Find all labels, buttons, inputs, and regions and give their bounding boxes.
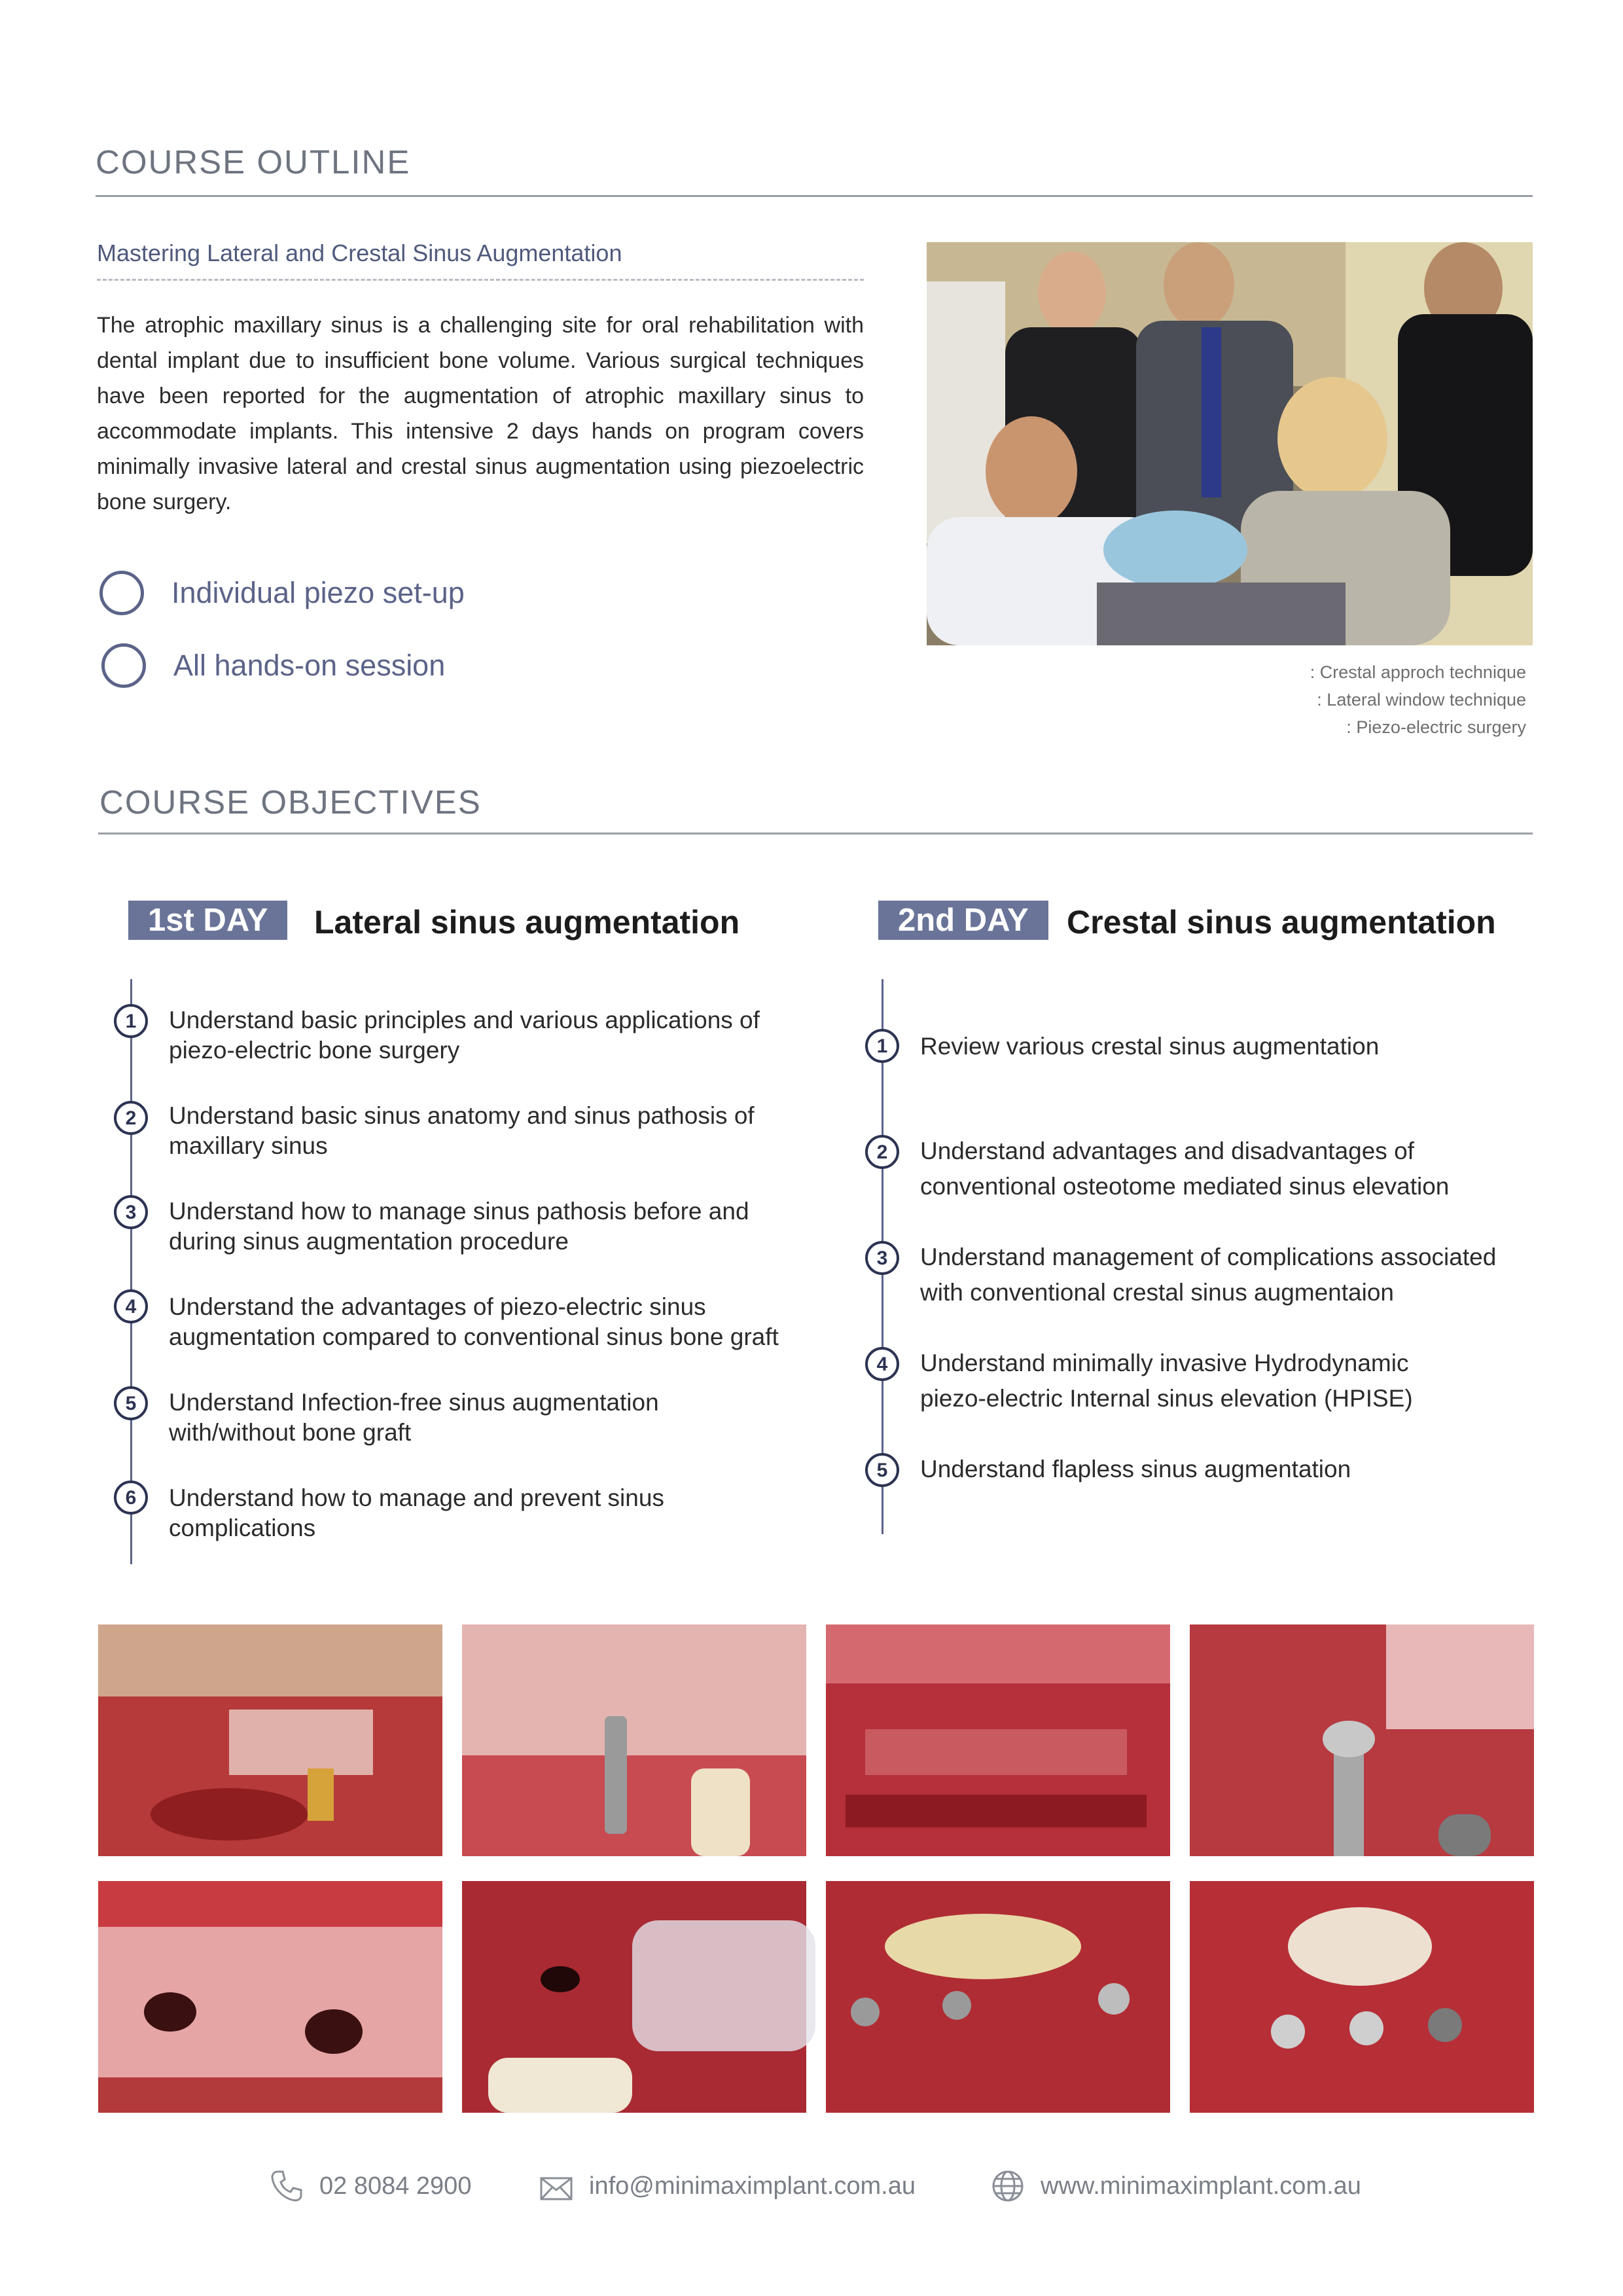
surgical-photo [1190, 1881, 1534, 2113]
objective-line: Understand the advantages of piezo-electric sinus [169, 1293, 706, 1320]
circle-icon [101, 643, 146, 688]
phone-icon [268, 2168, 305, 2204]
objective-line: piezo-electric Internal sinus elevation (HPISE) [920, 1385, 1413, 1412]
objective-line: Understand basic sinus anatomy and sinus pathosis of [169, 1102, 755, 1129]
objective-number: 1 [114, 1004, 148, 1038]
day2-badge: 2nd DAY [878, 901, 1048, 940]
surgical-photo [826, 1881, 1170, 2113]
day1-objective [169, 1292, 830, 1352]
surgical-photo [826, 1624, 1170, 1856]
day1-badge: 1st DAY [128, 901, 287, 940]
circle-icon [99, 571, 144, 615]
objective-line: Understand management of complications associated [920, 1244, 1497, 1270]
course-outline-title: COURSE OUTLINE [96, 143, 411, 181]
footer-email[interactable] [538, 2168, 916, 2204]
envelope-icon [538, 2168, 575, 2204]
feature-label: Individual piezo set-up [171, 576, 465, 609]
objective-line: augmentation compared to conventional sinus bone graft [169, 1323, 779, 1350]
objective-number: 4 [865, 1347, 899, 1381]
day2-objective [920, 1134, 1535, 1204]
course-photo-illustration [927, 242, 1533, 645]
objective-line: piezo-electric bone surgery [169, 1037, 460, 1064]
objective-line: Understand flapless sinus augmentation [920, 1456, 1351, 1482]
day1-timeline [130, 979, 132, 1564]
surgical-photo [98, 1624, 442, 1856]
objective-line: with conventional crestal sinus augmentaion [920, 1279, 1394, 1306]
surgical-photo-grid [98, 1624, 1535, 2113]
objective-line: Understand basic principles and various applications of [169, 1007, 760, 1033]
footer-phone[interactable] [268, 2168, 471, 2204]
objective-number: 4 [114, 1289, 148, 1323]
photo-caption [1113, 658, 1526, 741]
objective-number: 5 [865, 1453, 899, 1487]
objectives-divider [98, 833, 1533, 834]
objective-line: Understand how to manage and prevent sinus [169, 1484, 664, 1511]
objective-number: 5 [114, 1386, 148, 1420]
feature-item [101, 643, 445, 688]
objective-line: with/without bone graft [169, 1419, 412, 1446]
day2-objective [920, 1031, 1535, 1062]
objective-line: Understand minimally invasive Hydrodynamic [920, 1350, 1409, 1376]
caption-line: : Crestal approch technique [1310, 662, 1526, 682]
day1-objective [169, 1483, 830, 1543]
caption-line: : Piezo-electric surgery [1346, 717, 1526, 737]
objective-line: maxillary sinus [169, 1132, 328, 1159]
course-photo [927, 242, 1533, 645]
footer-website[interactable] [990, 2168, 1361, 2204]
objective-number: 6 [114, 1480, 148, 1515]
day2-title: Crestal sinus augmentation [1067, 904, 1496, 941]
objective-line: Understand how to manage sinus pathosis before and [169, 1198, 749, 1225]
email-address: info@minimaximplant.com.au [589, 2172, 916, 2200]
objective-line: Understand Infection-free sinus augmentation [169, 1389, 659, 1416]
surgical-photo [462, 1881, 815, 2113]
subtitle-dashed-divider [97, 279, 864, 281]
day1-objective [169, 1101, 830, 1161]
objective-line: Understand advantages and disadvantages of [920, 1138, 1414, 1164]
surgical-photo [462, 1624, 806, 1856]
outline-subtitle: Mastering Lateral and Crestal Sinus Augmentation [97, 240, 622, 266]
day1-objective [169, 1388, 830, 1448]
website-url: www.minimaximplant.com.au [1041, 2172, 1361, 2200]
day2-objective [920, 1454, 1535, 1484]
objective-number: 2 [865, 1135, 899, 1169]
phone-number: 02 8084 2900 [319, 2172, 472, 2200]
objective-number: 1 [865, 1029, 899, 1063]
surgical-photo [98, 1881, 442, 2113]
outline-divider [96, 195, 1533, 197]
objective-number: 3 [865, 1241, 899, 1275]
objective-line: during sinus augmentation procedure [169, 1228, 569, 1255]
globe-icon [990, 2168, 1026, 2204]
objective-number: 3 [114, 1195, 148, 1229]
outline-description: The atrophic maxillary sinus is a challenging site for oral rehabilitation with dental implant due to insufficient bone volume. Various surgical techniques have been reported for the augmentation of atrophic maxillary sinus to accommodate implants. This intensive 2 days hands on program covers minimally invasive lateral and crestal sinus augmentation using piezoelectric bone surgery. [97, 313, 864, 514]
objective-line: conventional osteotome mediated sinus elevation [920, 1173, 1450, 1200]
objective-line: Review various crestal sinus augmentation [920, 1033, 1380, 1060]
day1-objective [169, 1196, 830, 1257]
feature-item [99, 571, 465, 615]
caption-line: : Lateral window technique [1317, 690, 1526, 709]
objective-line: complications [169, 1515, 316, 1541]
objective-number: 2 [114, 1101, 148, 1135]
day2-objective [920, 1346, 1535, 1416]
surgical-photo [1190, 1624, 1534, 1856]
day2-objective [920, 1240, 1535, 1310]
day1-title: Lateral sinus augmentation [314, 904, 740, 941]
day1-objective [169, 1005, 830, 1066]
feature-label: All hands-on session [173, 649, 446, 682]
course-objectives-title: COURSE OBJECTIVES [99, 783, 482, 821]
